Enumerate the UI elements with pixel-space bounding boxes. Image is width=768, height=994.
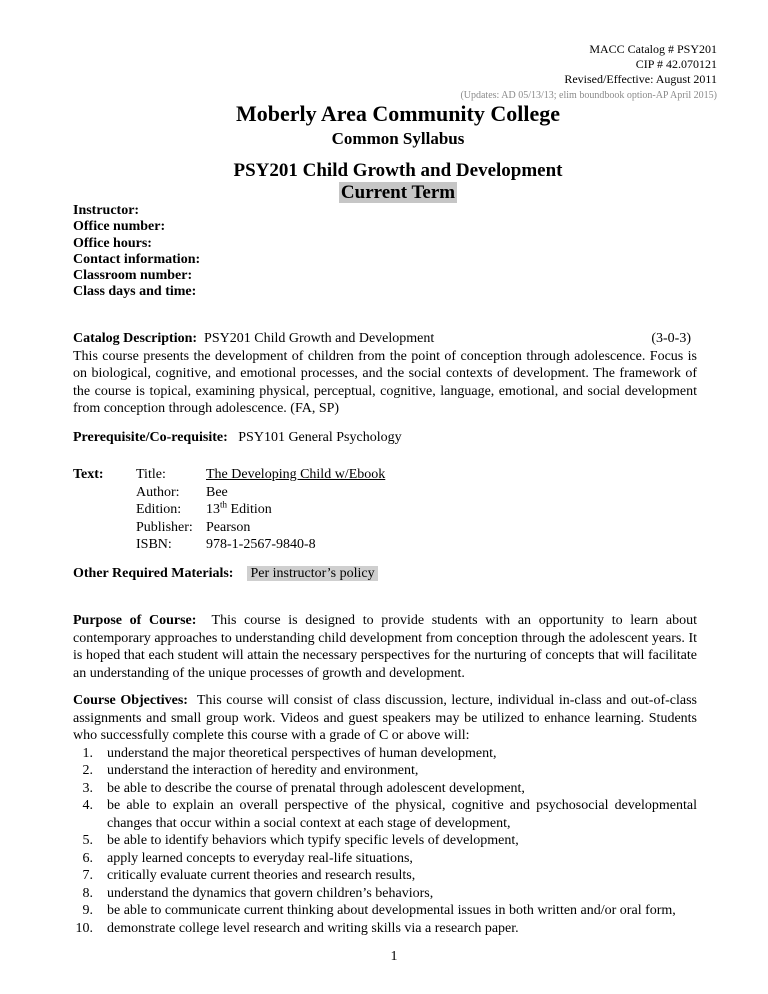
objective-item [73, 902, 697, 920]
objective-text: apply learned concepts to everyday real-life situations, [107, 850, 413, 866]
catalog-course: PSY201 Child Growth and Development [204, 331, 435, 346]
textbook-title-row [136, 466, 385, 484]
objective-number: 9. [82, 903, 93, 918]
catalog-number: MACC Catalog # PSY201 [589, 42, 717, 56]
course-objectives [73, 692, 697, 937]
textbook-title: The Developing Child w/Ebook [206, 467, 386, 482]
purpose-label: Purpose of Course: [73, 613, 197, 628]
objective-item [73, 832, 697, 850]
textbook-isbn: 978-1-2567-9840-8 [206, 537, 316, 552]
term-line [14, 182, 768, 204]
page-number: 1 [390, 949, 398, 964]
objective-item [73, 762, 697, 780]
prereq-label: Prerequisite/Co-requisite: [73, 430, 228, 445]
objective-number: 8. [82, 885, 93, 901]
objective-item [73, 850, 697, 868]
objective-number: 4. [82, 798, 93, 813]
course-title: PSY201 Child Growth and Development [233, 160, 563, 181]
objective-text: demonstrate college level research and writing skills via a research paper. [107, 920, 519, 936]
instructor-label: Instructor: [73, 203, 140, 218]
author-key: Author: [136, 484, 180, 500]
textbook-author-row [136, 484, 228, 502]
contact-information-label: Contact information: [73, 251, 201, 267]
purpose-text: This course is designed to provide students with an opportunity to learn about contemporary approaches to understanding child development from conception through the adolescent years. It is hoped that each student will attain the necessary perspectives for the nurturing of concepts that will facilitate an understanding of the unique processes of growth and development. [73, 613, 698, 681]
catalog-description [73, 330, 697, 418]
college-name: Moberly Area Community College [235, 101, 561, 126]
objective-number: 5. [82, 833, 93, 848]
text-label: Text: [73, 467, 104, 482]
publisher-key: Publisher: [136, 519, 193, 535]
objective-text: understand the dynamics that govern children’s behaviors, [107, 885, 434, 901]
objective-text: be able to identify behaviors which typify specific levels of development, [107, 833, 519, 848]
objectives-list [73, 745, 697, 938]
textbook-publisher-row [136, 519, 250, 537]
objective-text: understand the major theoretical perspectives of human development, [107, 745, 497, 761]
objective-item [73, 885, 697, 903]
objective-item [73, 867, 697, 885]
textbook-publisher: Pearson [206, 519, 251, 535]
catalog-label: Catalog Description: [73, 331, 198, 346]
objective-number: 3. [82, 780, 93, 796]
office-hours-label: Office hours: [73, 235, 152, 251]
edition-suffix: th [220, 499, 228, 510]
revised-date: Revised/Effective: August 2011 [564, 72, 717, 86]
edition-number: 13 [206, 502, 220, 517]
syllabus-type: Common Syllabus [331, 129, 465, 148]
objective-item [73, 745, 697, 763]
objective-number: 10. [75, 920, 93, 936]
objective-text: critically evaluate current theories and research results, [107, 868, 416, 883]
office-number-label: Office number: [73, 219, 166, 235]
textbook-author: Bee [206, 484, 228, 500]
objective-number: 7. [82, 868, 93, 883]
edition-key: Edition: [136, 502, 182, 517]
edition-text: Edition [227, 502, 272, 517]
prereq-value: PSY101 General Psychology [238, 430, 402, 445]
objectives-label: Course Objectives: [73, 693, 188, 708]
textbook-isbn-row [136, 536, 316, 554]
objective-item [73, 797, 697, 832]
objective-text: be able to communicate current thinking about developmental issues in both written and/or oral form, [107, 903, 676, 918]
isbn-key: ISBN: [136, 537, 172, 552]
objective-text: understand the interaction of heredity and environment, [107, 763, 419, 778]
title-key: Title: [136, 467, 166, 482]
objective-number: 1. [82, 745, 93, 761]
objective-number: 6. [82, 850, 93, 866]
updates-note: (Updates: AD 05/13/13; elim boundbook option-AP April 2015) [460, 90, 717, 101]
other-required-materials [73, 565, 697, 583]
classroom-number-label: Classroom number: [73, 268, 193, 284]
objective-text: be able to explain an overall perspective of the physical, cognitive and psychosocial developmental changes that occur within a social context at each stage of development, [107, 798, 697, 831]
objective-text: be able to describe the course of prenatal through adolescent development, [107, 780, 525, 796]
instructor-info [73, 203, 200, 301]
catalog-text: This course presents the development of children from the point of conception through adolescence. Focus is on biological, cognitive, and emotional processes, and the social contexts of development. The framework of the course is topical, examining physical, perceptual, cognitive, language, emotional, and social development from conception through adolescence. (FA, SP) [73, 348, 697, 416]
class-days-time-label: Class days and time: [73, 284, 197, 300]
textbook-edition-row [136, 501, 272, 519]
other-materials-value: Per instructor’s policy [247, 566, 377, 581]
purpose-of-course [73, 612, 697, 682]
other-materials-label: Other Required Materials: [73, 566, 234, 581]
cip-number: CIP # 42.070121 [635, 57, 717, 71]
objective-item [73, 780, 697, 798]
current-term-highlight: Current Term [340, 182, 456, 203]
credit-hours: (3-0-3) [651, 331, 691, 346]
objective-number: 2. [82, 763, 93, 778]
objective-item [73, 920, 697, 938]
prerequisite [73, 429, 697, 447]
objectives-intro: This course will consist of class discussion, lecture, individual in-class and out-of-class assignments and small group work. Videos and guest speakers may be utilized to enhance learning. Students who successfully complete this course with a grade of C or above will: [73, 693, 698, 743]
